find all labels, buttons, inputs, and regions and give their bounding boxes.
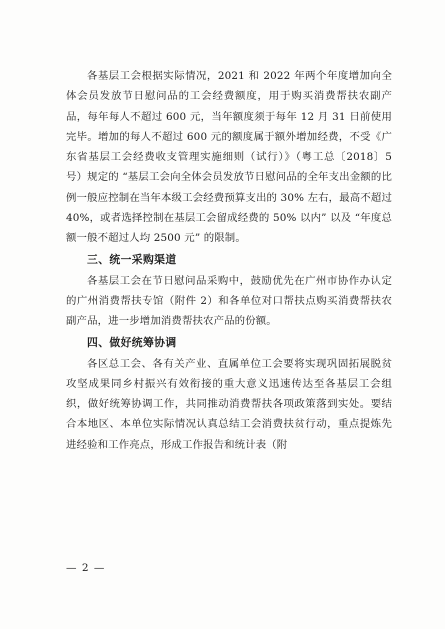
page-number: — 2 — xyxy=(66,562,106,574)
paragraph-funding-quota: 各基层工会根据实际情况，2021 和 2022 年两个年度增加向全体会员发放节日慰问品的工会经费额度，用于购买消费帮扶农副产品，每年每人不超过 600 元，当年额度须于每年 12 月 31 日前使用完毕。增加的每人不超过 600 元的额度属于额外增加经费，不受《广东省基层工会经费收支管理实施细则（试行）》（粤工总〔2018〕5 号）规定的 “基层工会向全体会员发放节日慰问品的全年支出金额的比例一般应控制在当年本级工会经费预算支出的 30% 左右，最高不超过 40%，或者选择控制在基层工会留成经费的 50% 以内” 以及 “年度总额一般不超过人均 2500 元” 的限制。 xyxy=(66,70,392,245)
paragraph-procurement: 各基层工会在节日慰问品采购中，鼓励优先在广州市协作办认定的广州消费帮扶专馆（附件 2）和各单位对口帮扶点购买消费帮扶农副产品，进一步增加消费帮扶农产品的份额。 xyxy=(66,274,392,328)
document-body xyxy=(66,66,392,455)
section-heading-procurement: 三、统一采购渠道 xyxy=(87,252,177,266)
section-heading-coordination: 四、做好统筹协调 xyxy=(87,335,177,349)
paragraph-coordination: 各区总工会、各有关产业、直属单位工会要将实现巩固拓展脱贫攻坚成果同乡村振兴有效衔接的重大意义迅速传达至各基层工会组织，做好统筹协调工作，共同推动消费帮扶各项政策落到实处。要结合本地区、本单位实际情况认真总结工会消费扶贫行动，重点提炼先进经验和工作亮点，形成工作报告和统计表（附 xyxy=(66,357,392,451)
